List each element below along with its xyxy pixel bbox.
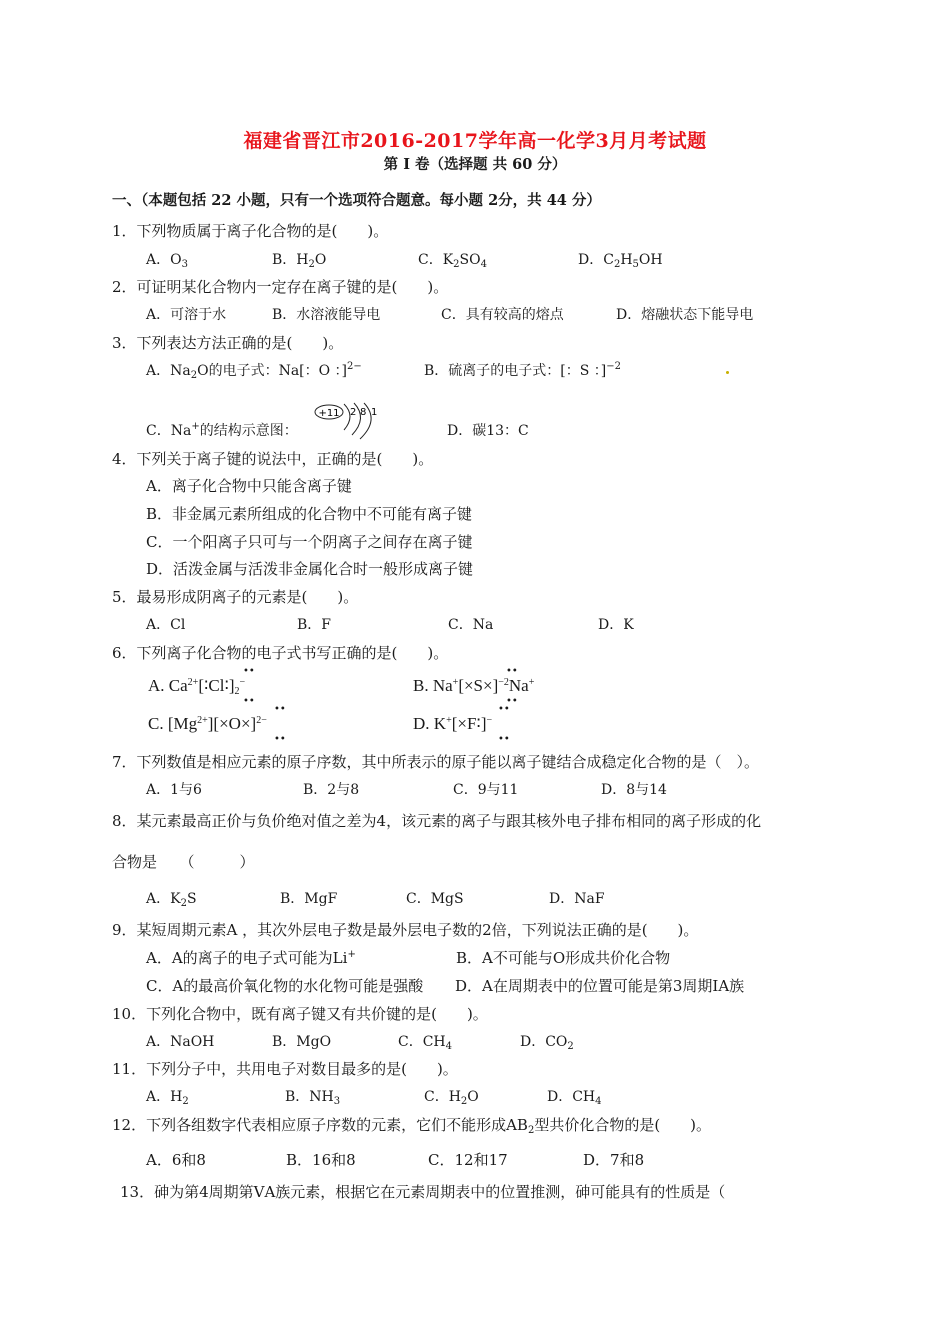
question-12-option-a: A．6和8 [146, 1151, 206, 1169]
question-7-option-c: C．9与11 [453, 782, 519, 798]
lone-pair-dots: •• [506, 666, 518, 677]
lone-pair-dots: •• [498, 704, 510, 715]
question-2-stem: 2．可证明某化合物内一定存在离子键的是( )。 [112, 278, 449, 296]
question-5-option-c: C．Na [448, 617, 494, 633]
sodium-ion-structure-diagram [312, 402, 392, 442]
question-9-option-b: B．A不可能与O形成共价化合物 [456, 949, 671, 967]
stray-dot [726, 371, 729, 374]
question-6-option-b: B. $Na^+[\times S\times]^{-2}Na^+$ [413, 676, 535, 695]
question-1-option-a: A．$O_3$ [146, 252, 188, 270]
question-1-option-b: B．$H_2O$ [272, 252, 327, 270]
question-9-stem: 9．某短周期元素A ，其次外层电子数是最外层电子数的2倍，下列说法正确的是( )。 [112, 921, 699, 939]
question-4-option-a: A．离子化合物中只能含离子键 [146, 477, 352, 495]
question-2-option-c: C．具有较高的熔点 [441, 307, 564, 323]
question-10-stem: 10．下列化合物中，既有离子键又有共价键的是( )。 [112, 1005, 488, 1023]
question-3-option-b: B．硫离子的电子式：[：S ：]$^{-2}$ [424, 361, 622, 379]
question-6-option-d: D. K+[×F∶]− [413, 714, 493, 733]
exam-title: 福建省晋江市2016-2017学年高一化学3月月考试题 [243, 130, 707, 152]
question-3-option-a: A．$Na_2O$的电子式：Na[：O ：]$^{2-}$ [146, 361, 362, 381]
question-6-option-c: C. $[Mg^{2+}][\times O\times]^{2-}$ [148, 714, 267, 733]
question-7-option-d: D．8与14 [601, 782, 667, 798]
question-5-option-b: B．F [297, 617, 332, 633]
question-1-option-d: D．$C_2H_5OH$ [578, 252, 663, 270]
question-11-stem: 11．下列分子中，共用电子对数目最多的是( )。 [112, 1060, 458, 1078]
question-8-option-c: C．MgS [406, 891, 464, 907]
section-heading: 一、（本题包括 22 小题，只有一个选项符合题意。每小题 2分，共 44 分） [112, 192, 601, 209]
question-5-option-a: A．Cl [146, 617, 186, 633]
shell-2-label: 8 [360, 407, 367, 418]
lone-pair-dots: •• [274, 704, 286, 715]
shell-1-label: 2 [350, 407, 357, 418]
question-8-stem: 8．某元素最高正价与负价绝对值之差为4，该元素的离子与跟其核外电子排布相同的离子形成的化 [112, 812, 762, 830]
question-10-option-c: C．$CH_4$ [398, 1034, 453, 1052]
lone-pair-dots: •• [498, 734, 510, 745]
question-8-stem-continued: 合物是 （ ） [112, 853, 255, 871]
question-10-option-d: D．$CO_2$ [520, 1034, 574, 1052]
exam-subtitle: 第 I 卷（选择题 共 60 分） [383, 156, 567, 173]
lone-pair-dots: •• [506, 696, 518, 707]
question-3-option-c: C．Na+的结构示意图： [146, 421, 298, 439]
question-8-option-a: A．$K_2S$ [146, 891, 197, 909]
question-10-option-b: B．MgO [272, 1034, 332, 1050]
question-12-option-b: B．16和8 [286, 1151, 356, 1169]
question-11-option-b: B．$NH_3$ [285, 1089, 341, 1107]
question-11-option-d: D．$CH_4$ [547, 1089, 602, 1107]
question-7-stem: 7．下列数值是相应元素的原子序数，其中所表示的原子能以离子键结合成稳定化合物的是（ ）。 [112, 753, 760, 771]
question-12-option-c: C．12和17 [428, 1151, 508, 1169]
lone-pair-dots: •• [274, 734, 286, 745]
question-10-option-a: A．NaOH [146, 1034, 215, 1050]
question-6-stem: 6．下列离子化合物的电子式书写正确的是( )。 [112, 644, 449, 662]
question-8-option-d: D．NaF [549, 891, 605, 907]
question-11-option-a: A．$H_2$ [146, 1089, 189, 1107]
question-4-stem: 4．下列关于离子键的说法中，正确的是( )。 [112, 450, 434, 468]
question-3-stem: 3．下列表达方法正确的是( )。 [112, 334, 344, 352]
question-4-option-b: B．非金属元素所组成的化合物中不可能有离子键 [146, 505, 473, 523]
question-1-stem: 1．下列物质属于离子化合物的是( )。 [112, 222, 389, 240]
lone-pair-dots: •• [243, 666, 255, 677]
question-13-stem: 13．砷为第4周期第ⅤA族元素，根据它在元素周期表中的位置推测，砷可能具有的性质是（ [120, 1183, 726, 1201]
question-5-stem: 5．最易形成阴离子的元素是( )。 [112, 588, 359, 606]
question-7-option-b: B．2与8 [303, 782, 360, 798]
question-4-option-d: D．活泼金属与活泼非金属化合时一般形成离子键 [146, 560, 474, 578]
question-2-option-a: A．可溶于水 [146, 307, 227, 323]
question-9-option-d: D．A在周期表中的位置可能是第3周期ⅠA族 [455, 977, 745, 995]
question-5-option-d: D．K [598, 617, 634, 633]
question-8-option-b: B．MgF [280, 891, 338, 907]
question-7-option-a: A．1与6 [146, 782, 202, 798]
nucleus-label: +11 [318, 408, 340, 419]
question-12-option-d: D．7和8 [583, 1151, 645, 1169]
lone-pair-dots: •• [243, 696, 255, 707]
question-9-option-c: C．A的最高价氧化物的水化物可能是强酸 [146, 977, 424, 995]
question-12-stem: 12．下列各组数字代表相应原子序数的元素，它们不能形成$AB_2$型共价化合物的是( )。 [112, 1116, 712, 1136]
question-1-option-c: C．$K_2SO_4$ [418, 252, 487, 270]
question-2-option-d: D．熔融状态下能导电 [616, 307, 754, 323]
question-2-option-b: B．水溶液能导电 [272, 307, 381, 323]
question-9-option-a: A．A的离子的电子式可能为Li+ [146, 949, 356, 967]
question-4-option-c: C．一个阳离子只可与一个阴离子之间存在离子键 [146, 533, 473, 551]
question-3-option-d: D．碳13：C [447, 423, 529, 439]
question-11-option-c: C．$H_2O$ [424, 1089, 479, 1107]
question-6-option-a: A. $Ca^{2+}[∶Cl∶]_2^-$ [148, 676, 246, 697]
shell-3-label: 1 [371, 407, 378, 418]
